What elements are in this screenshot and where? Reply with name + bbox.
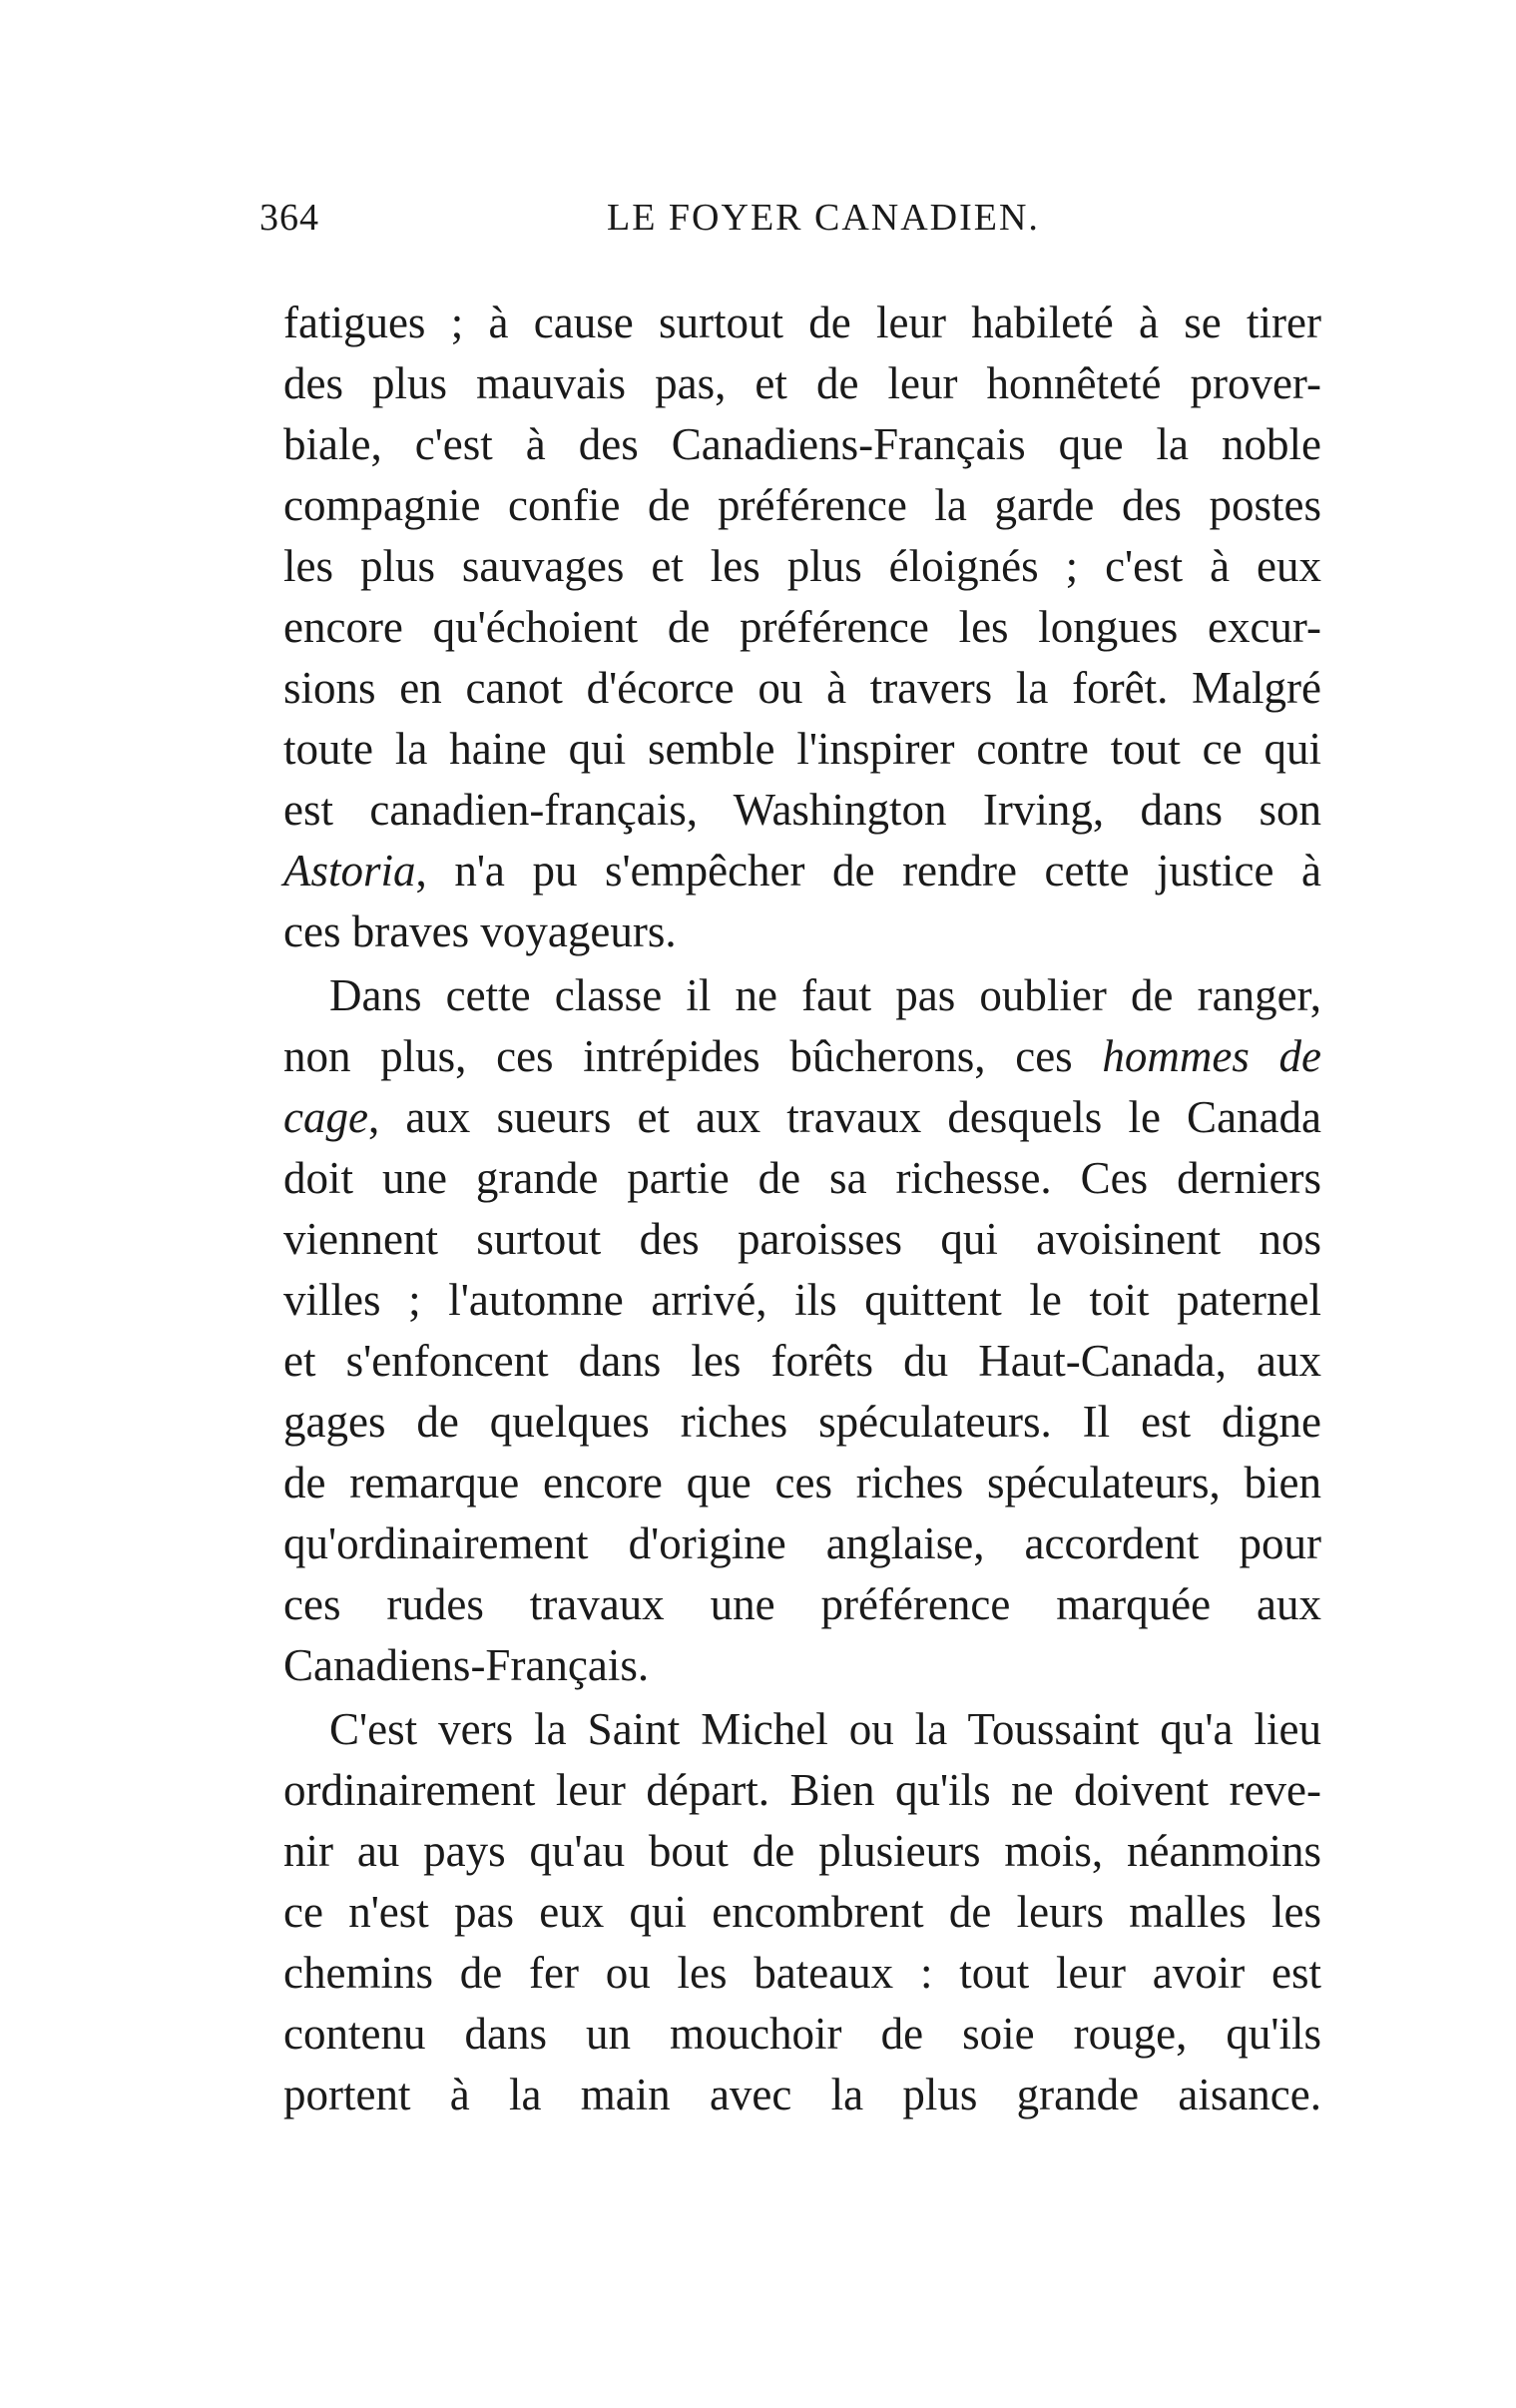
italic-phrase: cage bbox=[283, 1092, 368, 1142]
text-line: doit une grande partie de sa richesse. Ces derniers bbox=[283, 1153, 1321, 1203]
text-line: sions en canot d'écorce ou à travers la forêt. Malgré bbox=[283, 663, 1321, 713]
text-line: est canadien-français, Washington Irving, dans son bbox=[283, 785, 1321, 835]
text-line: et s'enfoncent dans les forêts du Haut-Canada, aux bbox=[283, 1336, 1321, 1386]
text-line: contenu dans un mouchoir de soie rouge, qu'ils bbox=[283, 2009, 1321, 2059]
text-line: les plus sauvages et les plus éloignés ; c'est à eux bbox=[283, 541, 1321, 591]
text-line: Astoria, n'a pu s'empêcher de rendre cette justice à bbox=[283, 846, 1321, 896]
text-line: de remarque encore que ces riches spéculateurs, bien bbox=[283, 1458, 1321, 1507]
text-line: Canadiens-Français. bbox=[283, 1640, 650, 1690]
text-line: ces rudes travaux une préférence marquée aux bbox=[283, 1579, 1321, 1629]
text-line: encore qu'échoient de préférence les longues excur- bbox=[283, 602, 1321, 652]
text-line: compagnie confie de préférence la garde des postes bbox=[283, 480, 1321, 530]
text-line: des plus mauvais pas, et de leur honnêteté prover- bbox=[283, 358, 1321, 408]
text-line: nir au pays qu'au bout de plusieurs mois, néanmoins bbox=[283, 1826, 1321, 1876]
text-line: qu'ordinairement d'origine anglaise, accordent pour bbox=[283, 1518, 1321, 1568]
text-line: ces braves voyageurs. bbox=[283, 906, 677, 956]
italic-title: Astoria bbox=[283, 846, 416, 896]
text-line: fatigues ; à cause surtout de leur habileté à se tirer bbox=[283, 298, 1321, 347]
text-line: portent à la main avec la plus grande aisance. bbox=[283, 2070, 1321, 2119]
text-line: non plus, ces intrépides bûcherons, ces hommes de bbox=[283, 1031, 1321, 1081]
text-line: biale, c'est à des Canadiens-Français que la noble bbox=[283, 419, 1321, 469]
text-line: C'est vers la Saint Michel ou la Toussaint qu'a lieu bbox=[329, 1704, 1321, 1754]
text-line: gages de quelques riches spéculateurs. Il est digne bbox=[283, 1397, 1321, 1447]
text-line: villes ; l'automne arrivé, ils quittent le toit paternel bbox=[283, 1275, 1321, 1325]
text-line: viennent surtout des paroisses qui avoisinent nos bbox=[283, 1214, 1321, 1264]
text-line: chemins de fer ou les bateaux : tout leur avoir est bbox=[283, 1948, 1321, 1998]
text-line: cage, aux sueurs et aux travaux desquels le Canada bbox=[283, 1092, 1321, 1142]
text-line: toute la haine qui semble l'inspirer contre tout ce qui bbox=[283, 724, 1321, 774]
text-line: ce n'est pas eux qui encombrent de leurs malles les bbox=[283, 1887, 1321, 1937]
running-head bbox=[259, 196, 1317, 246]
italic-phrase: hommes de bbox=[1102, 1031, 1321, 1081]
page-number: 364 bbox=[259, 197, 319, 239]
text-line: Dans cette classe il ne faut pas oublier de ranger, bbox=[329, 970, 1321, 1020]
text-line: ordinairement leur départ. Bien qu'ils ne doivent reve- bbox=[283, 1765, 1321, 1815]
running-title: LE FOYER CANADIEN. bbox=[607, 197, 1040, 239]
